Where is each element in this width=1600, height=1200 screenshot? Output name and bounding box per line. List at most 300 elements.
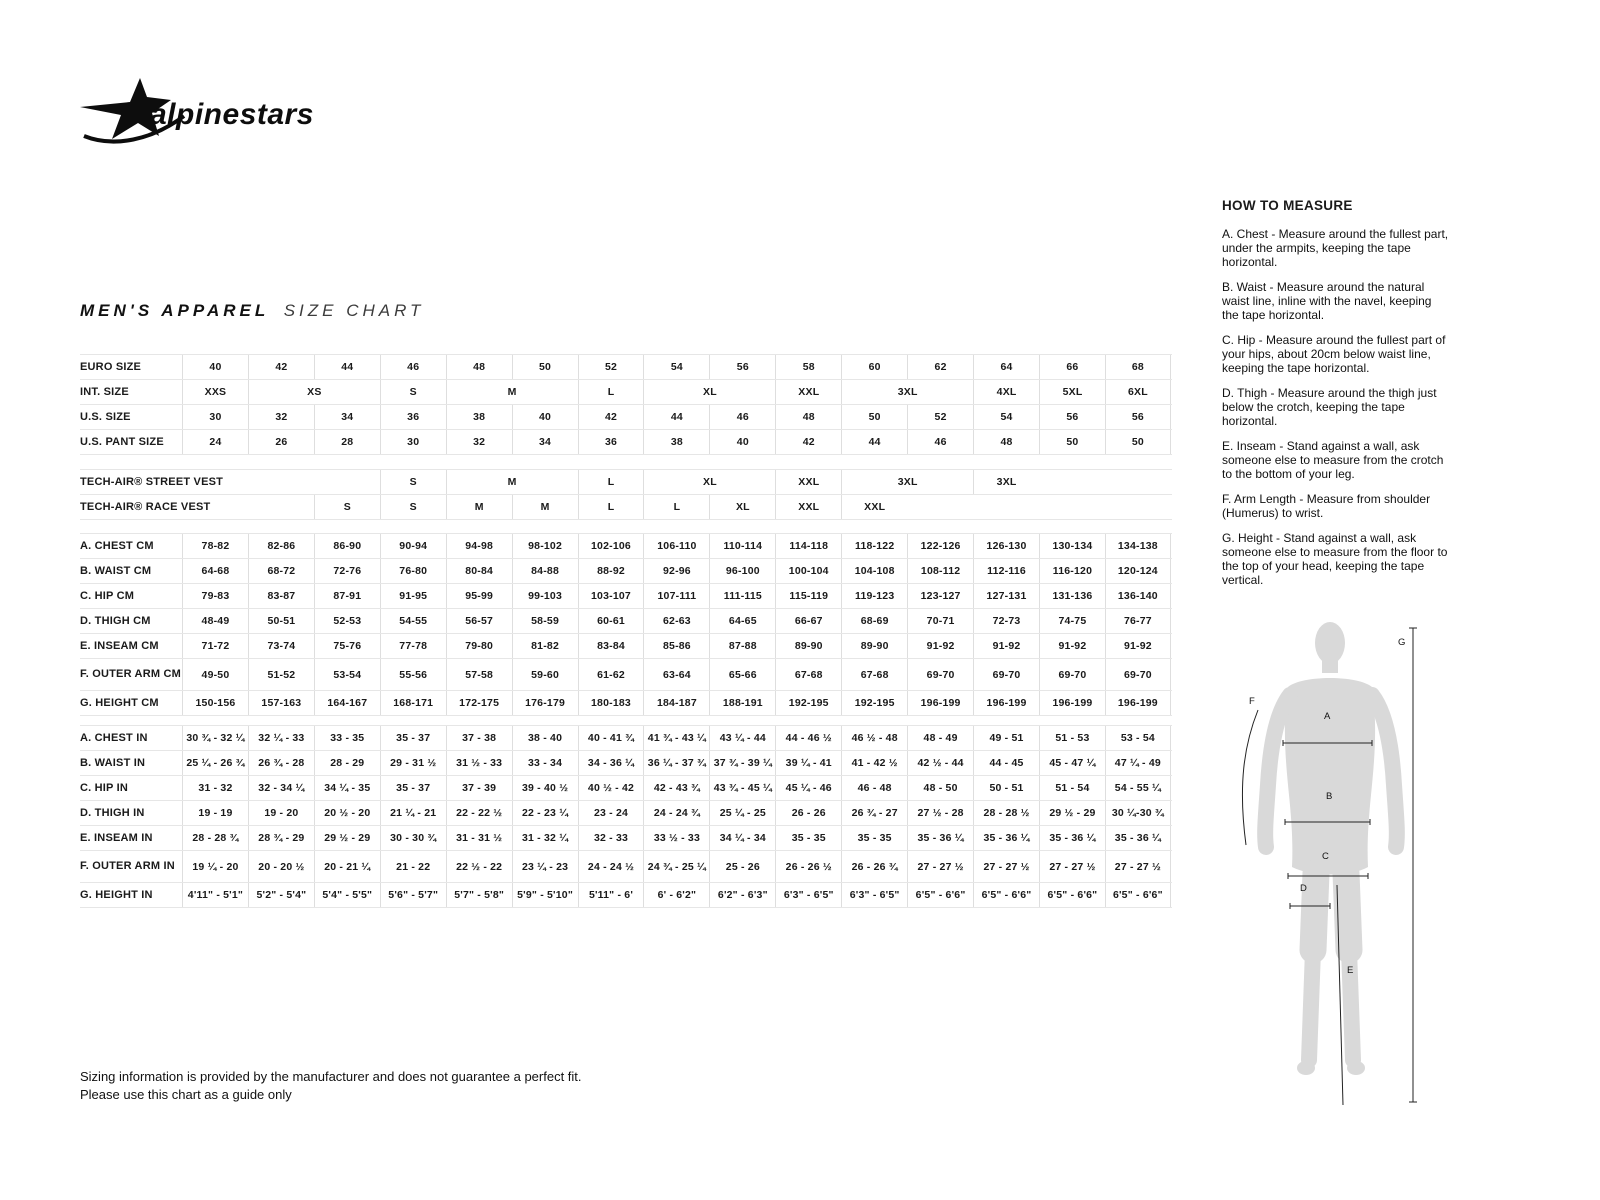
size-cell: 37 ¾ - 39 ¼ [709, 751, 775, 775]
chest-label: A [1324, 711, 1331, 722]
footer-line-2: Please use this chart as a guide only [80, 1087, 292, 1102]
size-cell: 26 [248, 430, 314, 454]
size-cell: 30 - 30 ¾ [380, 826, 446, 850]
row-label: U.S. SIZE [80, 410, 131, 423]
size-cell: 94-98 [446, 534, 512, 558]
size-cell: 66 [1039, 355, 1105, 379]
size-cell: 89-90 [775, 634, 841, 658]
size-cell: XXL [775, 470, 841, 494]
size-cell: 52-53 [314, 609, 380, 633]
size-cell: 19 ¼ - 20 [182, 851, 248, 882]
size-cell: 134-138 [1105, 534, 1171, 558]
row-label: A. CHEST CM [80, 539, 154, 552]
size-cell: 60 [841, 355, 907, 379]
size-cell: L [643, 495, 709, 519]
measure-items [1222, 227, 1450, 587]
measure-item: A. Chest - Measure around the fullest part, under the armpits, keeping the tape horizontal. [1222, 227, 1449, 269]
size-cell: 47 ¼ - 49 [1105, 751, 1171, 775]
size-cell: 35 - 35 [841, 826, 907, 850]
size-cell: 42 [248, 355, 314, 379]
size-cell: 120-124 [1105, 559, 1171, 583]
size-cell: 19 - 19 [182, 801, 248, 825]
size-cell: 36 ¼ - 37 ¾ [643, 751, 709, 775]
size-cell: 6'5" - 6'6" [907, 883, 973, 907]
size-cell: 150-156 [182, 691, 248, 715]
size-cell: 79-80 [446, 634, 512, 658]
size-cell: 74-75 [1039, 609, 1105, 633]
size-cell: 5'7" - 5'8" [446, 883, 512, 907]
size-cell: 28 - 28 ¾ [182, 826, 248, 850]
size-cell: 114-118 [775, 534, 841, 558]
size-cell: 69-70 [1039, 659, 1105, 690]
size-cell: 5'2" - 5'4" [248, 883, 314, 907]
alpinestars-logo [78, 76, 368, 148]
size-cell: 82-86 [248, 534, 314, 558]
size-cell: 28 - 28 ½ [973, 801, 1039, 825]
table-row [80, 405, 1172, 430]
size-cell: 38 [446, 405, 512, 429]
size-cell: 72-73 [973, 609, 1039, 633]
size-cell: 46 ½ - 48 [841, 726, 907, 750]
size-cell: 23 ¼ - 23 [512, 851, 578, 882]
size-cell: 90-94 [380, 534, 446, 558]
size-cell: 79-83 [182, 584, 248, 608]
size-cell: 44 [314, 355, 380, 379]
arm-label: F [1249, 696, 1255, 707]
table-group-in [80, 725, 1172, 908]
size-cell: 6'5" - 6'6" [1039, 883, 1105, 907]
size-cell: 25 ¼ - 26 ¾ [182, 751, 248, 775]
size-cell: 48 - 49 [907, 726, 973, 750]
size-cell: 51 - 54 [1039, 776, 1105, 800]
size-cell: 61-62 [578, 659, 644, 690]
size-cell: 35 - 37 [380, 776, 446, 800]
size-cell: 115-119 [775, 584, 841, 608]
size-cell: 116-120 [1039, 559, 1105, 583]
size-cell: 50 [841, 405, 907, 429]
table-row [80, 851, 1172, 883]
size-cell: 127-131 [973, 584, 1039, 608]
size-cell: 34 - 36 ¼ [578, 751, 644, 775]
title-primary: MEN'S APPAREL [80, 301, 270, 320]
size-cell: 34 [314, 405, 380, 429]
size-cell: 136-140 [1105, 584, 1171, 608]
size-cell: 50-51 [248, 609, 314, 633]
size-cell: 196-199 [973, 691, 1039, 715]
size-cell: 53-54 [314, 659, 380, 690]
row-label: INT. SIZE [80, 385, 129, 398]
size-cell-empty [182, 495, 314, 519]
size-cell: 22 - 23 ¼ [512, 801, 578, 825]
table-row [80, 826, 1172, 851]
size-cell: 69-70 [907, 659, 973, 690]
size-cell: 64-68 [182, 559, 248, 583]
size-cell: 58-59 [512, 609, 578, 633]
size-cell: 53 - 54 [1105, 726, 1171, 750]
size-cell: 38 [643, 430, 709, 454]
size-cell: 68 [1105, 355, 1171, 379]
size-cell: 20 - 20 ½ [248, 851, 314, 882]
row-label: C. HIP IN [80, 781, 129, 794]
size-cell: 157-163 [248, 691, 314, 715]
size-cell: 38 - 40 [512, 726, 578, 750]
size-cell: 32 ¼ - 33 [248, 726, 314, 750]
size-cell: 102-106 [578, 534, 644, 558]
size-cell: 56-57 [446, 609, 512, 633]
size-cell: 46 [709, 405, 775, 429]
size-cell: 34 ¼ - 35 [314, 776, 380, 800]
row-label: F. OUTER ARM CM [80, 668, 181, 680]
size-cell: 41 ¾ - 43 ¼ [643, 726, 709, 750]
size-cell: M [446, 470, 578, 494]
size-cell: 87-88 [709, 634, 775, 658]
size-cell: S [380, 470, 446, 494]
size-cell: 192-195 [841, 691, 907, 715]
size-cell: 168-171 [380, 691, 446, 715]
size-cell: 24 ¾ - 25 ¼ [643, 851, 709, 882]
table-row [80, 883, 1172, 908]
size-cell: 6XL [1105, 380, 1171, 404]
size-cell: 96-100 [709, 559, 775, 583]
size-cell: 72-76 [314, 559, 380, 583]
measure-item: C. Hip - Measure around the fullest part of your hips, about 20cm below waist line, keeping the tape horizontal. [1222, 333, 1446, 375]
size-cell: 83-87 [248, 584, 314, 608]
thigh-label: D [1300, 883, 1307, 894]
size-cell: 71-72 [182, 634, 248, 658]
size-cell: 25 ¼ - 25 [709, 801, 775, 825]
size-cell: 188-191 [709, 691, 775, 715]
size-cell: 26 - 26 [775, 801, 841, 825]
table-row [80, 609, 1172, 634]
size-cell: 4'11" - 5'1" [182, 883, 248, 907]
size-cell: 56 [709, 355, 775, 379]
size-cell: 3XL [973, 470, 1039, 494]
size-cell: 48 [973, 430, 1039, 454]
waist-label: B [1326, 791, 1333, 802]
size-cell: 43 ¼ - 44 [709, 726, 775, 750]
size-cell: 164-167 [314, 691, 380, 715]
size-cell: 27 - 27 ½ [973, 851, 1039, 882]
size-cell: 111-115 [709, 584, 775, 608]
size-cell: 62 [907, 355, 973, 379]
size-cell: 27 - 27 ½ [1039, 851, 1105, 882]
table-row [80, 801, 1172, 826]
size-cell: 39 - 40 ½ [512, 776, 578, 800]
row-label: G. HEIGHT CM [80, 696, 159, 709]
size-cell: XXL [841, 495, 907, 519]
size-cell: 20 - 21 ¼ [314, 851, 380, 882]
size-cell: 30 ¼-30 ¾ [1105, 801, 1171, 825]
size-cell: 59-60 [512, 659, 578, 690]
size-cell: 29 ½ - 29 [1039, 801, 1105, 825]
table-row [80, 354, 1172, 380]
size-cell: 44 - 46 ½ [775, 726, 841, 750]
size-cell: 131-136 [1039, 584, 1105, 608]
size-cell: 24 [182, 430, 248, 454]
size-cell: 34 [512, 430, 578, 454]
size-cell: 91-92 [973, 634, 1039, 658]
size-cell: 51 - 53 [1039, 726, 1105, 750]
size-cell: 24 - 24 ¾ [643, 801, 709, 825]
body-silhouette [1265, 622, 1397, 1075]
size-cell: 176-179 [512, 691, 578, 715]
size-cell: 5'4" - 5'5" [314, 883, 380, 907]
table-row [80, 495, 1172, 520]
row-label: C. HIP CM [80, 589, 135, 602]
size-cell: 85-86 [643, 634, 709, 658]
size-cell: 91-92 [907, 634, 973, 658]
size-cell: 78-82 [182, 534, 248, 558]
size-cell: 6'3" - 6'5" [775, 883, 841, 907]
size-cell: 24 - 24 ½ [578, 851, 644, 882]
size-cell: 37 - 39 [446, 776, 512, 800]
size-cell: 46 - 48 [841, 776, 907, 800]
size-cell: 45 - 47 ¼ [1039, 751, 1105, 775]
title-secondary: SIZE CHART [283, 301, 425, 320]
body-diagram [1226, 615, 1436, 1115]
size-cell: 64 [973, 355, 1039, 379]
size-cell: 49 - 51 [973, 726, 1039, 750]
size-cell: 70-71 [907, 609, 973, 633]
size-cell: 35 - 36 ¼ [1105, 826, 1171, 850]
size-cell: 67-68 [841, 659, 907, 690]
size-cell: 80-84 [446, 559, 512, 583]
size-cell: 40 [709, 430, 775, 454]
size-cell: 33 - 35 [314, 726, 380, 750]
row-label: B. WAIST IN [80, 756, 146, 769]
size-cell: 87-91 [314, 584, 380, 608]
size-cell: 31 - 31 ½ [446, 826, 512, 850]
measure-item: F. Arm Length - Measure from shoulder (Humerus) to wrist. [1222, 492, 1431, 520]
size-cell: 54-55 [380, 609, 446, 633]
measure-item: D. Thigh - Measure around the thigh just below the crotch, keeping the tape horizontal. [1222, 386, 1437, 428]
size-cell: 45 ¼ - 46 [775, 776, 841, 800]
size-cell: 27 ½ - 28 [907, 801, 973, 825]
size-cell: 32 [446, 430, 512, 454]
size-cell: 98-102 [512, 534, 578, 558]
table-group-sizes [80, 354, 1172, 455]
size-cell: 28 ¾ - 29 [248, 826, 314, 850]
size-cell: 28 [314, 430, 380, 454]
size-cell: 81-82 [512, 634, 578, 658]
size-cell: 91-95 [380, 584, 446, 608]
size-cell: 19 - 20 [248, 801, 314, 825]
size-cell: 52 [907, 405, 973, 429]
size-cell: 196-199 [907, 691, 973, 715]
size-cell: 30 ¾ - 32 ¼ [182, 726, 248, 750]
size-cell: 39 ¼ - 41 [775, 751, 841, 775]
size-cell: 44 [643, 405, 709, 429]
size-cell: 54 - 55 ¼ [1105, 776, 1171, 800]
size-cell: 22 ½ - 22 [446, 851, 512, 882]
size-cell: 35 - 35 [775, 826, 841, 850]
size-cell: 56 [1039, 405, 1105, 429]
size-cell: 44 - 45 [973, 751, 1039, 775]
size-cell: 33 - 34 [512, 751, 578, 775]
table-row [80, 533, 1172, 559]
height-label: G [1398, 637, 1406, 648]
size-cell: M [446, 495, 512, 519]
row-label: U.S. PANT SIZE [80, 435, 164, 448]
size-cell: 48 - 50 [907, 776, 973, 800]
measure-item: B. Waist - Measure around the natural waist line, inline with the navel, keeping the tape horizontal. [1222, 280, 1432, 322]
size-cell: 23 - 24 [578, 801, 644, 825]
measure-item: G. Height - Stand against a wall, ask someone else to measure from the floor to the top of your head, keeping the tape vertical. [1222, 531, 1448, 587]
size-cell: 92-96 [643, 559, 709, 583]
size-cell: 184-187 [643, 691, 709, 715]
table-group-techair [80, 469, 1172, 520]
size-cell: 68-69 [841, 609, 907, 633]
size-cell: 91-92 [1039, 634, 1105, 658]
size-cell: 123-127 [907, 584, 973, 608]
row-label: F. OUTER ARM IN [80, 860, 175, 872]
size-cell: 100-104 [775, 559, 841, 583]
how-to-measure-panel [1222, 198, 1450, 598]
size-cell: S [314, 495, 380, 519]
size-cell: 86-90 [314, 534, 380, 558]
size-cell-empty [907, 495, 1171, 519]
size-cell: 50 [1039, 430, 1105, 454]
size-cell: 118-122 [841, 534, 907, 558]
size-cell: 103-107 [578, 584, 644, 608]
size-cell: 26 - 26 ½ [775, 851, 841, 882]
size-cell: 51-52 [248, 659, 314, 690]
size-cell: 27 - 27 ½ [1105, 851, 1171, 882]
size-cell: 68-72 [248, 559, 314, 583]
size-cell: 50 - 51 [973, 776, 1039, 800]
size-cell: 65-66 [709, 659, 775, 690]
size-cell: 3XL [841, 380, 973, 404]
size-cell: 26 ¾ - 27 [841, 801, 907, 825]
size-cell: 48 [446, 355, 512, 379]
size-cell-empty [182, 470, 380, 494]
size-cell: 44 [841, 430, 907, 454]
size-cell: 89-90 [841, 634, 907, 658]
table-row [80, 380, 1172, 405]
row-label: E. INSEAM IN [80, 831, 153, 844]
size-cell: 21 - 22 [380, 851, 446, 882]
size-cell: 22 - 22 ½ [446, 801, 512, 825]
size-cell: 77-78 [380, 634, 446, 658]
hip-label: C [1322, 851, 1329, 862]
size-cell: 3XL [841, 470, 973, 494]
size-cell: 49-50 [182, 659, 248, 690]
size-cell: M [446, 380, 578, 404]
size-cell: 55-56 [380, 659, 446, 690]
size-cell: 33 ½ - 33 [643, 826, 709, 850]
size-cell: 104-108 [841, 559, 907, 583]
size-cell: 4XL [973, 380, 1039, 404]
size-cell: 48 [775, 405, 841, 429]
size-cell: 31 ½ - 33 [446, 751, 512, 775]
size-cell: 76-77 [1105, 609, 1171, 633]
size-cell: 35 - 37 [380, 726, 446, 750]
size-cell: 32 - 34 ¼ [248, 776, 314, 800]
size-cell: 26 ¾ - 28 [248, 751, 314, 775]
size-cell: XS [248, 380, 380, 404]
size-cell: 30 [182, 405, 248, 429]
size-cell: 40 [512, 405, 578, 429]
row-label: G. HEIGHT IN [80, 888, 153, 901]
size-cell: 32 [248, 405, 314, 429]
size-cell: 42 - 43 ¾ [643, 776, 709, 800]
size-cell: 69-70 [973, 659, 1039, 690]
size-cell: 172-175 [446, 691, 512, 715]
size-cell: 46 [380, 355, 446, 379]
size-cell: XL [643, 470, 775, 494]
size-cell: 43 ¾ - 45 ¼ [709, 776, 775, 800]
size-cell: 6'3" - 6'5" [841, 883, 907, 907]
size-cell: 64-65 [709, 609, 775, 633]
table-row [80, 634, 1172, 659]
size-cell: 69-70 [1105, 659, 1171, 690]
size-cell: L [578, 470, 644, 494]
size-cell: 42 [578, 405, 644, 429]
row-label: EURO SIZE [80, 360, 142, 373]
size-cell: 28 - 29 [314, 751, 380, 775]
size-cell: 5'9" - 5'10" [512, 883, 578, 907]
size-cell: 76-80 [380, 559, 446, 583]
size-cell: 122-126 [907, 534, 973, 558]
size-cell: 37 - 38 [446, 726, 512, 750]
size-cell: 60-61 [578, 609, 644, 633]
size-cell: 48-49 [182, 609, 248, 633]
size-cell: 192-195 [775, 691, 841, 715]
brand-wordmark: alpinestars [150, 98, 314, 131]
size-cell: 56 [1105, 405, 1171, 429]
size-cell: XXL [775, 495, 841, 519]
size-cell: 40 - 41 ¾ [578, 726, 644, 750]
size-cell: 52 [578, 355, 644, 379]
size-cell: 108-112 [907, 559, 973, 583]
size-cell: 27 - 27 ½ [907, 851, 973, 882]
size-cell: 20 ½ - 20 [314, 801, 380, 825]
size-cell: 84-88 [512, 559, 578, 583]
size-cell: 25 - 26 [709, 851, 775, 882]
size-cell: 50 [1105, 430, 1171, 454]
size-cell: S [380, 495, 446, 519]
size-cell: 67-68 [775, 659, 841, 690]
size-cell: 32 - 33 [578, 826, 644, 850]
size-cell: 126-130 [973, 534, 1039, 558]
table-row [80, 584, 1172, 609]
size-cell: 6'5" - 6'6" [1105, 883, 1171, 907]
size-cell: 196-199 [1039, 691, 1105, 715]
page-title [80, 301, 424, 321]
size-table [80, 354, 1172, 908]
size-cell: 5'6" - 5'7" [380, 883, 446, 907]
size-cell: L [578, 380, 644, 404]
size-cell: 110-114 [709, 534, 775, 558]
size-cell: 31 - 32 [182, 776, 248, 800]
size-cell: 99-103 [512, 584, 578, 608]
size-cell: 40 [182, 355, 248, 379]
size-cell: 50 [512, 355, 578, 379]
size-cell: 35 - 36 ¼ [1039, 826, 1105, 850]
size-cell: 29 ½ - 29 [314, 826, 380, 850]
table-row [80, 430, 1172, 455]
size-cell: M [512, 495, 578, 519]
size-cell: 180-183 [578, 691, 644, 715]
size-cell: 5'11" - 6' [578, 883, 644, 907]
size-cell: 91-92 [1105, 634, 1171, 658]
size-cell: 119-123 [841, 584, 907, 608]
measure-title: HOW TO MEASURE [1222, 198, 1353, 213]
size-cell: 62-63 [643, 609, 709, 633]
size-cell: 130-134 [1039, 534, 1105, 558]
table-row [80, 559, 1172, 584]
size-cell: 31 - 32 ¼ [512, 826, 578, 850]
